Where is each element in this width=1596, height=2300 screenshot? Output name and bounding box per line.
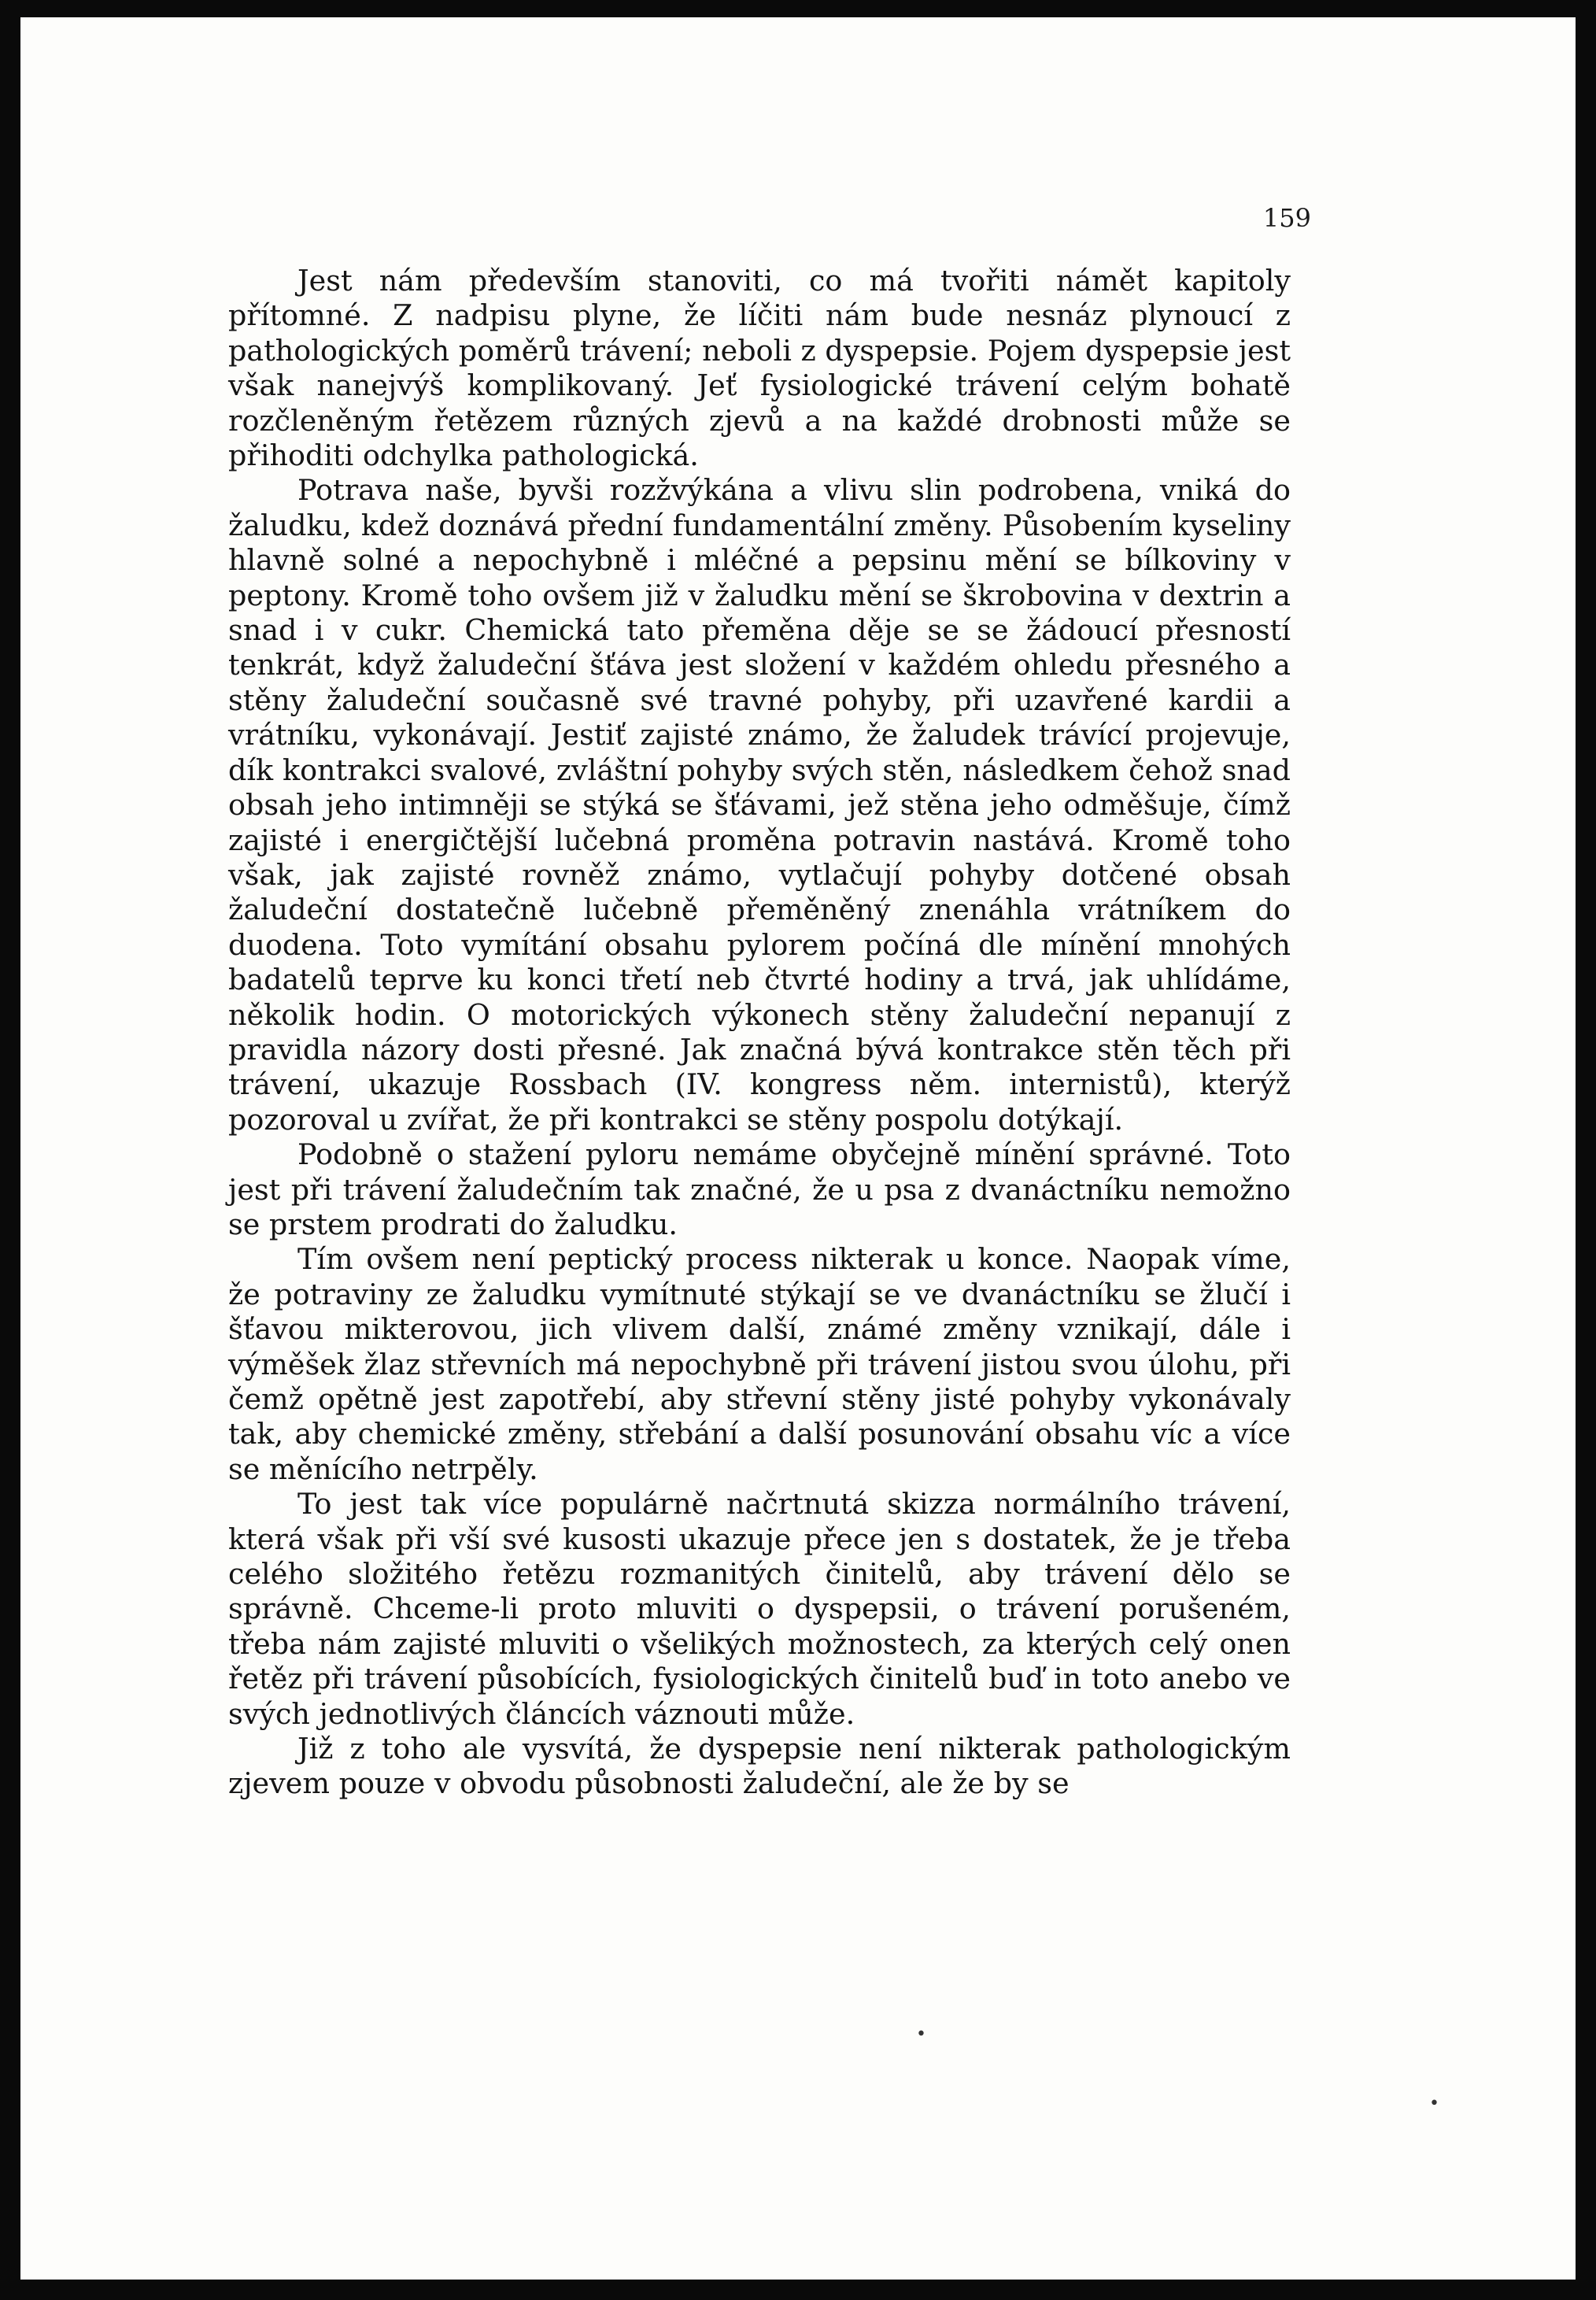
paragraph-5: To jest tak více populárně načrtnutá skizza normálního trávení, která však při vší své kusosti ukazuje přece jen s dostatek, že je třeba celého složitého řetězu rozmanitých činitelů, aby trávení dělo se správně. Chceme-li proto mluviti o dyspepsii, o trávení porušeném, třeba nám zajisté mluviti o všelikých možnostech, za kterých celý onen řetěz při trávení působících, fysiologických činitelů buď in toto anebo ve svých jednotlivých článcích váznouti může. (228, 1487, 1291, 1731)
scan-speck: • (916, 2025, 926, 2044)
paragraph-2: Potrava naše, byvši rozžvýkána a vlivu slin podrobena, vniká do žaludku, kdež doznává přední fundamentální změny. Působením kyseliny hlavně solné a nepochybně i mléčné a pepsinu mění se bílkoviny v peptony. Kromě toho ovšem již v žaludku mění se škrobovina v dextrin a snad i v cukr. Chemická tato přeměna děje se se žádoucí přesností tenkrát, když žaludeční šťáva jest složení v každém ohledu přesného a stěny žaludeční současně své travné pohyby, při uzavřené kardii a vrátníku, vykonávají. Jestiť zajisté známo, že žaludek trávící projevuje, dík kontrakci svalové, zvláštní pohyby svých stěn, následkem čehož snad obsah jeho intimněji se stýká se šťávami, jež stěna jeho odměšuje, čímž zajisté i energičtější lučebná proměna potravin nastává. Kromě toho však, jak zajisté rovněž známo, vytlačují pohyby dotčené obsah žaludeční dostatečně lučebně přeměněný znenáhla vrátníkem do duodena. Toto vymítání obsahu pylorem počíná dle mínění mnohých badatelů teprve ku konci třetí neb čtvrté hodiny a trvá, jak uhlídáme, několik hodin. O motorických výkonech stěny žaludeční nepanují z pravidla názory dosti přesné. Jak značná bývá kontrakce stěn těch při trávení, ukazuje Rossbach (IV. kongress něm. internistů), kterýž pozoroval u zvířat, že při kontrakci se stěny pospolu dotýkají. (228, 473, 1291, 1137)
paragraph-4: Tím ovšem není peptický process nikterak u konce. Naopak víme, že potraviny ze žaludku vymítnuté stýkají se ve dvanáctníku se žlučí i šťavou mikterovou, jich vlivem další, známé změny vznikají, dále i výměšek žlaz střevních má nepochybně při trávení jistou svou úlohu, při čemž opětně jest zapotřebí, aby střevní stěny jisté pohyby vykonávaly tak, aby chemické změny, střebání a další posunování obsahu víc a více se měnícího netrpěly. (228, 1242, 1291, 1486)
paragraph-3: Podobně o stažení pyloru nemáme obyčejně mínění správné. Toto jest při trávení žaludečním tak značné, že u psa z dvanáctníku nemožno se prstem prodrati do žaludku. (228, 1137, 1291, 1241)
page-number: 159 (1262, 203, 1311, 233)
body-text (228, 264, 1291, 1802)
paragraph-6: Již z toho ale vysvítá, že dyspepsie není nikterak pathologickým zjevem pouze v obvodu působnosti žaludeční, ale že by se (228, 1732, 1291, 1801)
scan-speck: • (1429, 2094, 1439, 2113)
paragraph-1: Jest nám především stanoviti, co má tvořiti námět kapitoly přítomné. Z nadpisu plyne, že líčiti nám bude nesnáz plynoucí z pathologických poměrů trávení; neboli z dyspepsie. Pojem dyspepsie jest však nanejvýš komplikovaný. Jeť fysiologické trávení celým bohatě rozčleněným řetězem různých zjevů a na každé drobnosti může se přihoditi odchylka pathologická. (228, 264, 1291, 473)
